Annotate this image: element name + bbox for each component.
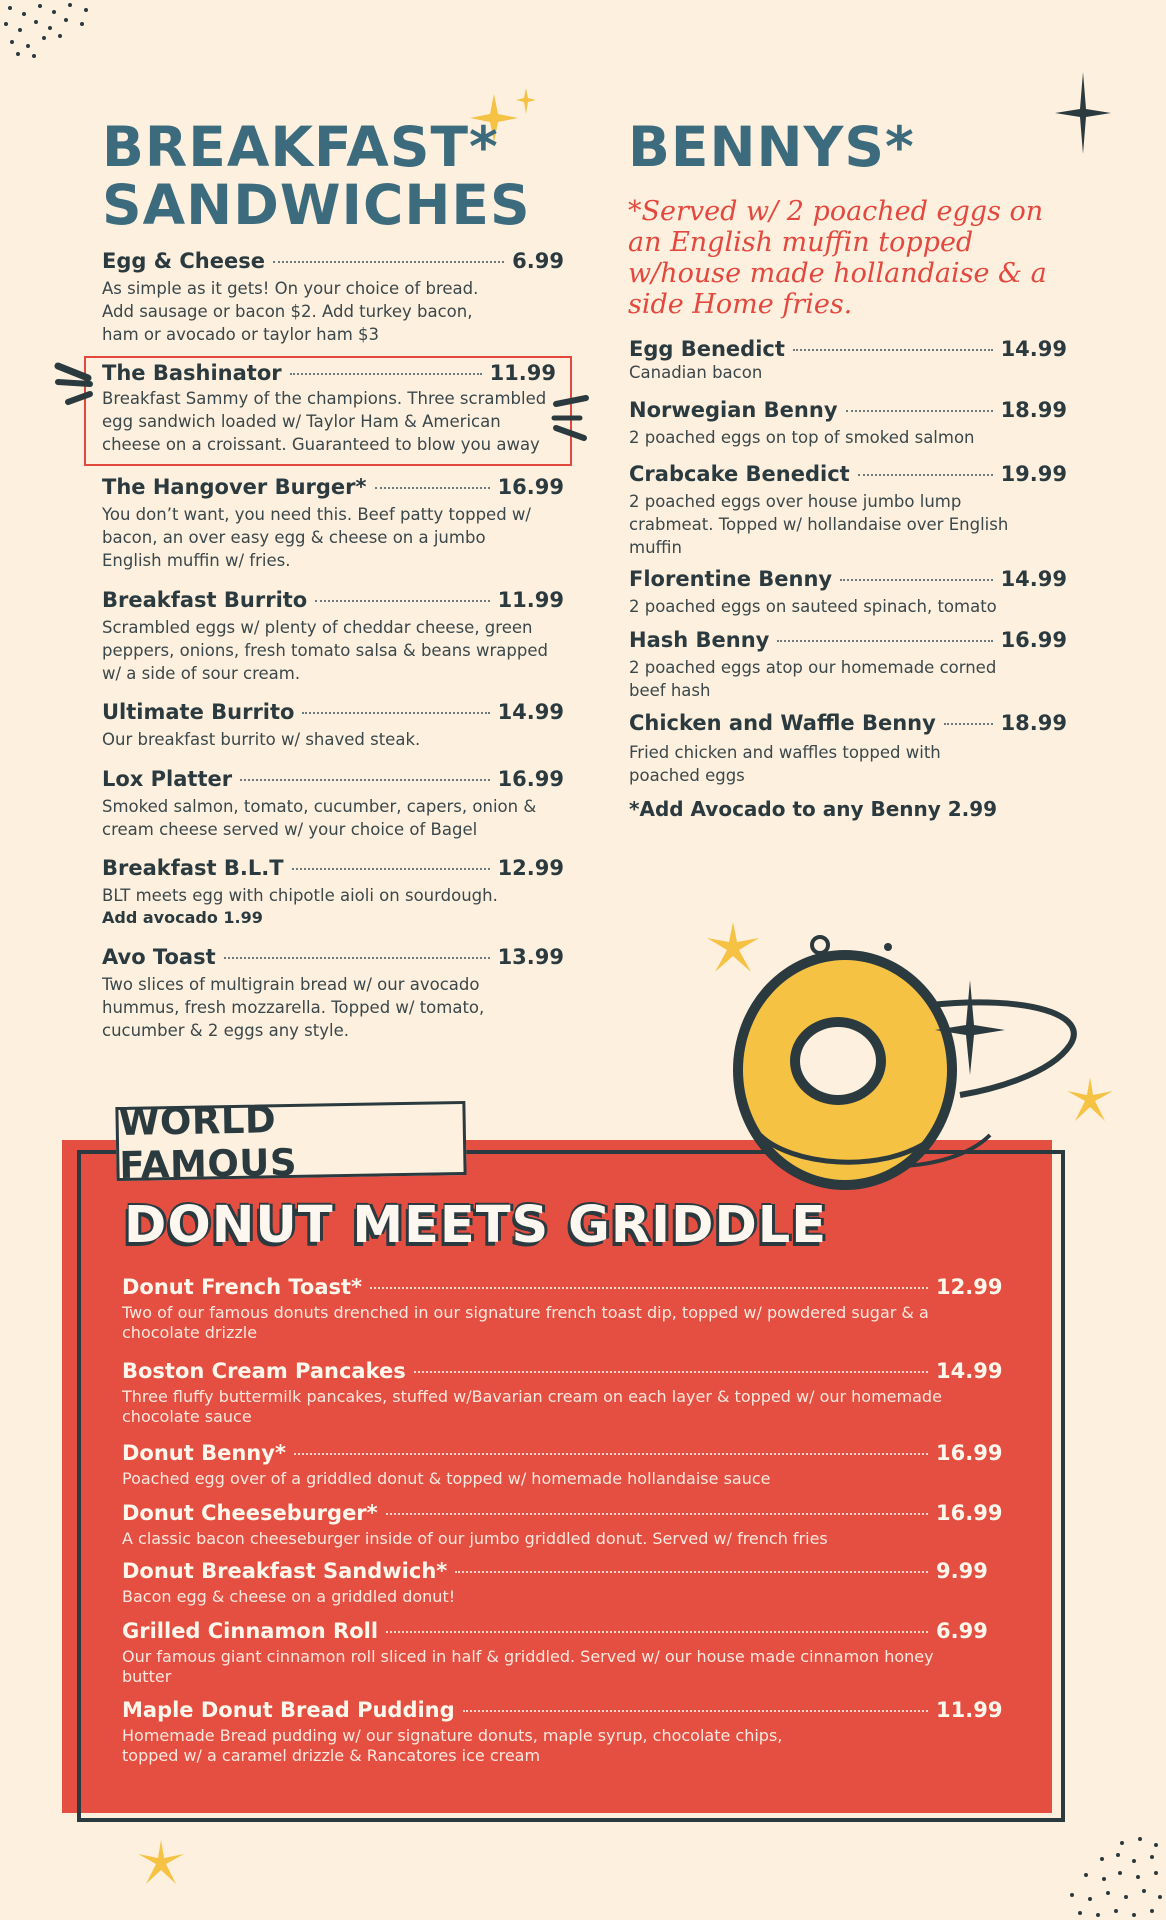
- dot-pattern-top-left: [0, 0, 100, 60]
- item-price: 18.99: [1000, 398, 1067, 422]
- item-name: Egg Benedict: [629, 337, 785, 361]
- item-price: 11.99: [489, 361, 556, 385]
- item-desc: You don’t want, you need this. Beef patty topped w/ bacon, an over easy egg & cheese on a jumbo English muffin w/ fries.: [102, 505, 531, 570]
- item-name: Avo Toast: [102, 945, 216, 969]
- item-price: 14.99: [1000, 567, 1067, 591]
- menu-item: [122, 1275, 1003, 1343]
- item-price: 6.99: [936, 1619, 988, 1643]
- bennys-title: BENNYS*: [628, 115, 915, 179]
- donut-illustration: [700, 925, 1090, 1205]
- item-desc: 2 poached eggs atop our homemade corned beef hash: [629, 658, 997, 700]
- menu-item: [102, 249, 564, 346]
- dot-leader: [273, 261, 504, 263]
- item-desc: Scrambled eggs w/ plenty of cheddar cheese, green peppers, onions, fresh tomato salsa & beans wrapped w/ a side of sour cream.: [102, 618, 548, 683]
- item-name: Donut Benny*: [122, 1441, 286, 1465]
- item-name: Donut Cheeseburger*: [122, 1501, 378, 1525]
- item-price: 13.99: [497, 945, 564, 969]
- item-name: Grilled Cinnamon Roll: [122, 1619, 379, 1643]
- menu-item: [102, 856, 564, 929]
- item-price: 18.99: [1000, 711, 1067, 735]
- bennys-note: *Served w/ 2 poached eggs on an English muffin topped w/house made hollandaise & a side Home fries.: [628, 196, 1047, 320]
- menu-item: [122, 1501, 1003, 1549]
- dot-leader: [386, 1513, 928, 1515]
- menu-item: [629, 337, 1067, 384]
- dot-leader: [840, 579, 992, 581]
- donut-meets-griddle-title: DONUT MEETS GRIDDLE: [124, 1196, 828, 1255]
- burst-left-icon: [54, 360, 96, 410]
- world-famous-badge: [115, 1098, 466, 1187]
- item-name: Lox Platter: [102, 767, 233, 791]
- dot-leader: [294, 1453, 928, 1455]
- menu-item: [102, 588, 564, 685]
- dot-leader: [944, 723, 993, 725]
- sparkle-star-icon: [136, 1838, 186, 1886]
- menu-item: [122, 1441, 1003, 1489]
- menu-item-highlighted: [102, 361, 556, 456]
- item-name: Maple Donut Bread Pudding: [122, 1698, 455, 1722]
- menu-item: [122, 1698, 1003, 1766]
- item-price: 12.99: [497, 856, 564, 880]
- item-name: Breakfast B.L.T: [102, 856, 284, 880]
- item-price: 11.99: [936, 1698, 1003, 1722]
- menu-item: [629, 711, 1067, 787]
- item-desc: Bacon egg & cheese on a griddled donut!: [122, 1587, 456, 1606]
- item-addon: Add avocado 1.99: [102, 908, 263, 927]
- item-name: Donut French Toast*: [122, 1275, 363, 1299]
- menu-item: [102, 475, 564, 572]
- item-name: The Bashinator: [102, 361, 282, 385]
- dot-leader: [240, 779, 489, 781]
- item-name: Hash Benny: [629, 628, 770, 652]
- dot-leader: [414, 1371, 928, 1373]
- menu-item: [122, 1559, 998, 1607]
- item-desc: 2 poached eggs on top of smoked salmon: [629, 428, 975, 447]
- item-desc: Breakfast Sammy of the champions. Three scrambled egg sandwich loaded w/ Taylor Ham & American cheese on a croissant. Guaranteed to blow you away: [102, 389, 547, 454]
- item-name: The Hangover Burger*: [102, 475, 367, 499]
- item-price: 9.99: [936, 1559, 988, 1583]
- item-name: Donut Breakfast Sandwich*: [122, 1559, 448, 1583]
- item-desc: Two slices of multigrain bread w/ our avocado hummus, fresh mozzarella. Topped w/ tomato, cucumber & 2 eggs any style.: [102, 975, 485, 1040]
- item-name: Chicken and Waffle Benny: [629, 711, 936, 735]
- menu-item: [102, 945, 564, 1042]
- item-price: 14.99: [936, 1359, 1003, 1383]
- title-line-1: BREAKFAST*: [102, 115, 499, 179]
- item-name: Norwegian Benny: [629, 398, 838, 422]
- menu-item: [629, 462, 1067, 559]
- dot-pattern-bottom-right: [1060, 1835, 1166, 1920]
- item-name: Ultimate Burrito: [102, 700, 295, 724]
- burst-right-icon: [550, 394, 592, 444]
- item-desc: Fried chicken and waffles topped with poached eggs: [629, 743, 941, 785]
- sparkle-star-icon: [1055, 72, 1111, 154]
- menu-item: [122, 1359, 1003, 1427]
- dot-leader: [386, 1631, 928, 1633]
- dot-leader: [846, 410, 993, 412]
- menu-item: [102, 700, 564, 751]
- item-desc: 2 poached eggs on sauteed spinach, tomato: [629, 597, 997, 616]
- item-price: 14.99: [497, 700, 564, 724]
- item-name: Egg & Cheese: [102, 249, 265, 273]
- item-desc: As simple as it gets! On your choice of bread. Add sausage or bacon $2. Add turkey bacon, ham or avocado or taylor ham $3: [102, 279, 479, 344]
- item-name: Boston Cream Pancakes: [122, 1359, 406, 1383]
- item-desc: Canadian bacon: [629, 363, 763, 382]
- menu-item: [102, 767, 564, 841]
- item-desc: Homemade Bread pudding w/ our signature donuts, maple syrup, chocolate chips, topped w/ a caramel drizzle & Rancatores ice cream: [122, 1726, 783, 1765]
- badge-text: WORLD FAMOUS: [118, 1098, 298, 1187]
- menu-item: [629, 567, 1067, 618]
- item-price: 19.99: [1000, 462, 1067, 486]
- item-price: 16.99: [1000, 628, 1067, 652]
- item-desc: BLT meets egg with chipotle aioli on sourdough.: [102, 886, 498, 905]
- item-name: Florentine Benny: [629, 567, 833, 591]
- item-price: 16.99: [936, 1441, 1003, 1465]
- item-desc: Our famous giant cinnamon roll sliced in half & griddled. Served w/ our house made cinnamon honey butter: [122, 1647, 934, 1686]
- dot-leader: [463, 1710, 928, 1712]
- item-desc: Two of our famous donuts drenched in our signature french toast dip, topped w/ powdered sugar & a chocolate drizzle: [122, 1303, 929, 1342]
- item-desc: Poached egg over of a griddled donut & topped w/ homemade hollandaise sauce: [122, 1469, 771, 1488]
- title-line-2: SANDWICHES: [102, 173, 531, 237]
- menu-item: [629, 628, 1067, 702]
- item-name: Crabcake Benedict: [629, 462, 850, 486]
- item-price: 16.99: [497, 767, 564, 791]
- dot-leader: [777, 640, 992, 642]
- item-price: 16.99: [936, 1501, 1003, 1525]
- item-desc: Our breakfast burrito w/ shaved steak.: [102, 730, 421, 749]
- item-desc: Three fluffy buttermilk pancakes, stuffed w/Bavarian cream on each layer & topped w/ our homemade chocolate sauce: [122, 1387, 942, 1426]
- item-name: Breakfast Burrito: [102, 588, 308, 612]
- item-desc: A classic bacon cheeseburger inside of our jumbo griddled donut. Served w/ french fries: [122, 1529, 828, 1548]
- item-desc: Smoked salmon, tomato, cucumber, capers, onion & cream cheese served w/ your choice of Bagel: [102, 797, 537, 839]
- avocado-addon-note: *Add Avocado to any Benny 2.99: [629, 797, 998, 821]
- dot-leader: [290, 373, 482, 375]
- dot-leader: [375, 487, 490, 489]
- dot-leader: [793, 349, 993, 351]
- item-desc: 2 poached eggs over house jumbo lump crabmeat. Topped w/ hollandaise over English muffin: [629, 492, 1009, 557]
- item-price: 12.99: [936, 1275, 1003, 1299]
- item-price: 14.99: [1000, 337, 1067, 361]
- menu-item: [629, 398, 1067, 449]
- item-price: 6.99: [512, 249, 564, 273]
- dot-leader: [455, 1571, 928, 1573]
- item-price: 16.99: [497, 475, 564, 499]
- dot-leader: [858, 474, 993, 476]
- dot-leader: [370, 1287, 928, 1289]
- dot-leader: [315, 600, 489, 602]
- menu-item: [122, 1619, 998, 1687]
- dot-leader: [224, 957, 490, 959]
- breakfast-sandwiches-title: [102, 115, 622, 237]
- item-price: 11.99: [497, 588, 564, 612]
- dot-leader: [302, 712, 489, 714]
- dot-leader: [292, 868, 490, 870]
